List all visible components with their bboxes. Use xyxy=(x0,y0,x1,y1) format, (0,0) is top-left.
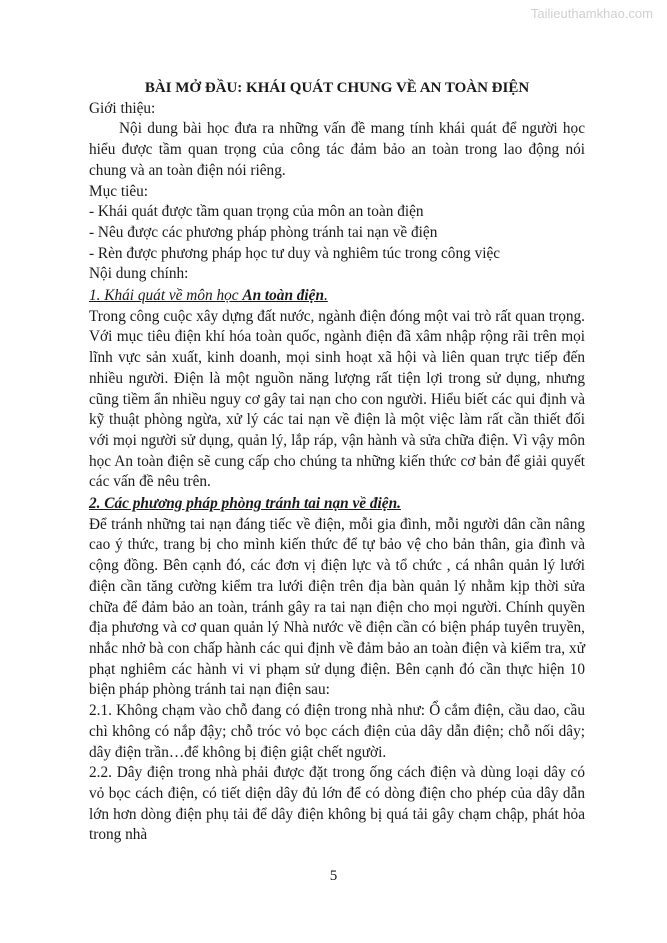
document-title: BÀI MỞ ĐẦU: KHÁI QUÁT CHUNG VỀ AN TOÀN ĐIỆN xyxy=(144,80,530,96)
content-label: Nội dung chính: xyxy=(89,265,189,283)
section2-heading: 2. Các phương pháp phòng tránh tai nạn về điện. xyxy=(89,495,401,513)
objective-item: - Khái quát được tầm quan trọng của môn an toàn điện xyxy=(89,203,424,221)
section1-heading-prefix: 1. Khái quát về môn học xyxy=(89,287,243,305)
intro-label: Giới thiệu: xyxy=(89,99,156,117)
section1-heading-suffix: . xyxy=(323,287,328,305)
objective-item: - Nêu được các phương pháp phòng tránh tai nạn về điện xyxy=(89,223,438,241)
document-page xyxy=(89,78,585,846)
section1-text: Trong công cuộc xây dựng đất nước, ngành điện đóng một vai trò rất quan trọng. Với mục tiêu điện khí hóa toàn quốc, ngành điện đã xâm nhập rộng rãi trên mọi lĩnh vực sản xuất, kinh doanh, mọi sinh hoạt xã hội và liên quan trực tiếp đến nhiều người. Điện là một nguồn năng lượng rất tiện lợi trong sử dụng, nhưng cũng tiềm ẩn nhiều nguy cơ gây tai nạn cho con người. Hiểu biết các qui định và kỹ thuật phòng ngừa, xử lý các tai nạn về điện là một việc làm rất cần thiết đối với mọi người sử dụng, quản lý, lắp ráp, vận hành và sửa chữa điện. Vì vậy môn học An toàn điện sẽ cung cấp cho chúng ta những kiến thức cơ bản để giải quyết các vấn đề nêu trên. xyxy=(89,307,585,491)
item-2-2: 2.2. Dây điện trong nhà phải được đặt trong ống cách điện và dùng loại dây có vỏ bọc cách điện, có tiết diện dây đủ lớn để có dòng điện cho phép của dây dẫn lớn hơn dòng điện phụ tải để dây điện không bị quá tải gây chạm chập, phát hỏa trong nhà xyxy=(89,764,585,844)
intro-text: Nội dung bài học đưa ra những vấn đề mang tính khái quát để người học hiểu được tầm quan trọng của công tác đảm bảo an toàn trong lao động nói chung và an toàn điện nói riêng. xyxy=(89,120,585,179)
section1-heading-bold: An toàn điện xyxy=(242,287,324,305)
page-number: 5 xyxy=(329,868,338,884)
objective-item: - Rèn được phương pháp học tư duy và nghiêm túc trong công việc xyxy=(89,244,501,262)
item-2-1: 2.1. Không chạm vào chỗ đang có điện trong nhà như: Ổ cắm điện, cầu dao, cầu chì không có nắp đậy; chỗ tróc vỏ bọc cách điện của dây dẫn điện; chỗ nối dây; dây điện trần…để không bị điện giật chết người. xyxy=(89,702,585,761)
section1-heading xyxy=(89,286,585,307)
objectives-label: Mục tiêu: xyxy=(89,182,149,200)
section2-text: Để tránh những tai nạn đáng tiếc về điện, mỗi gia đình, mỗi người dân cần nâng cao ý thức, trang bị cho mình kiến thức để tự bảo vệ cho bản thân, gia đình và cộng đồng. Bên cạnh đó, các đơn vị điện lực và tổ chức , cá nhân quản lý lưới điện cần tăng cường kiểm tra lưới điện trên địa bàn quản lý nhằm kịp thời sửa chữa để đảm bảo an toàn, tránh gây ra tai nạn điện cho mọi người. Chính quyền địa phương và cơ quan quản lý Nhà nước về điện cần có biện pháp tuyên truyền, nhắc nhở bà con chấp hành các qui định về đảm bảo an toàn điện và kiểm tra, xử phạt nghiêm các hành vi vi phạm sử dụng điện. Bên cạnh đó cần thực hiện 10 biện pháp phòng tránh tai nạn điện sau: xyxy=(89,515,585,699)
watermark: Tailieuthamkhao.com xyxy=(530,6,653,21)
